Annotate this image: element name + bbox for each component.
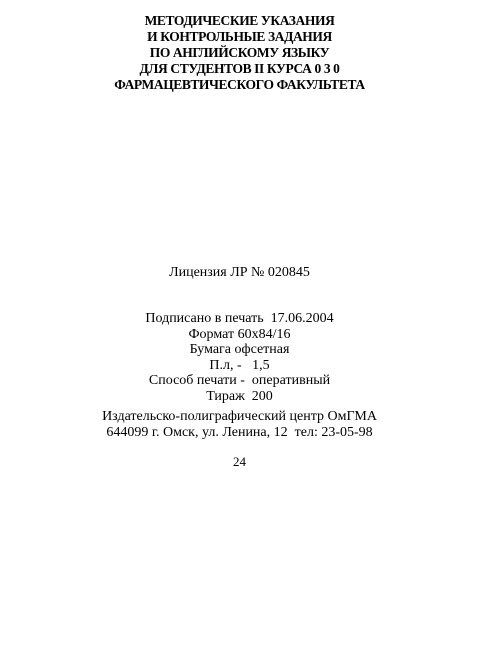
title-line: ДЛЯ СТУДЕНТОВ II КУРСА 0 3 0 — [139, 61, 340, 76]
license-number: Лицензия ЛР № 020845 — [169, 265, 310, 280]
printed-sheets: П.л, - 1,5 — [209, 357, 270, 373]
paper-format: Формат 60х84/16 — [188, 326, 291, 342]
title-line: ФАРМАЦЕВТИЧЕСКОГО ФАКУЛЬТЕТА — [114, 77, 365, 92]
printing-details — [0, 311, 479, 405]
print-method: Способ печати - оперативный — [148, 373, 331, 389]
paper-type: Бумага офсетная — [189, 342, 290, 358]
document-title — [0, 13, 479, 93]
print-run: Тираж 200 — [206, 388, 273, 404]
page-number: 24 — [233, 454, 246, 469]
title-line: ПО АНГЛИЙСКОМУ ЯЗЫКУ — [149, 45, 330, 60]
title-line: И КОНТРОЛЬНЫЕ ЗАДАНИЯ — [147, 29, 332, 44]
publisher-address: 644099 г. Омск, ул. Ленина, 12 тел: 23-05-98 — [106, 425, 373, 440]
signed-for-print-date: Подписано в печать 17.06.2004 — [145, 311, 334, 326]
title-line: МЕТОДИЧЕСКИЕ УКАЗАНИЯ — [144, 13, 335, 28]
publisher-name: Издательско-полиграфический центр ОмГМА — [102, 409, 377, 424]
publisher-details — [0, 409, 479, 441]
